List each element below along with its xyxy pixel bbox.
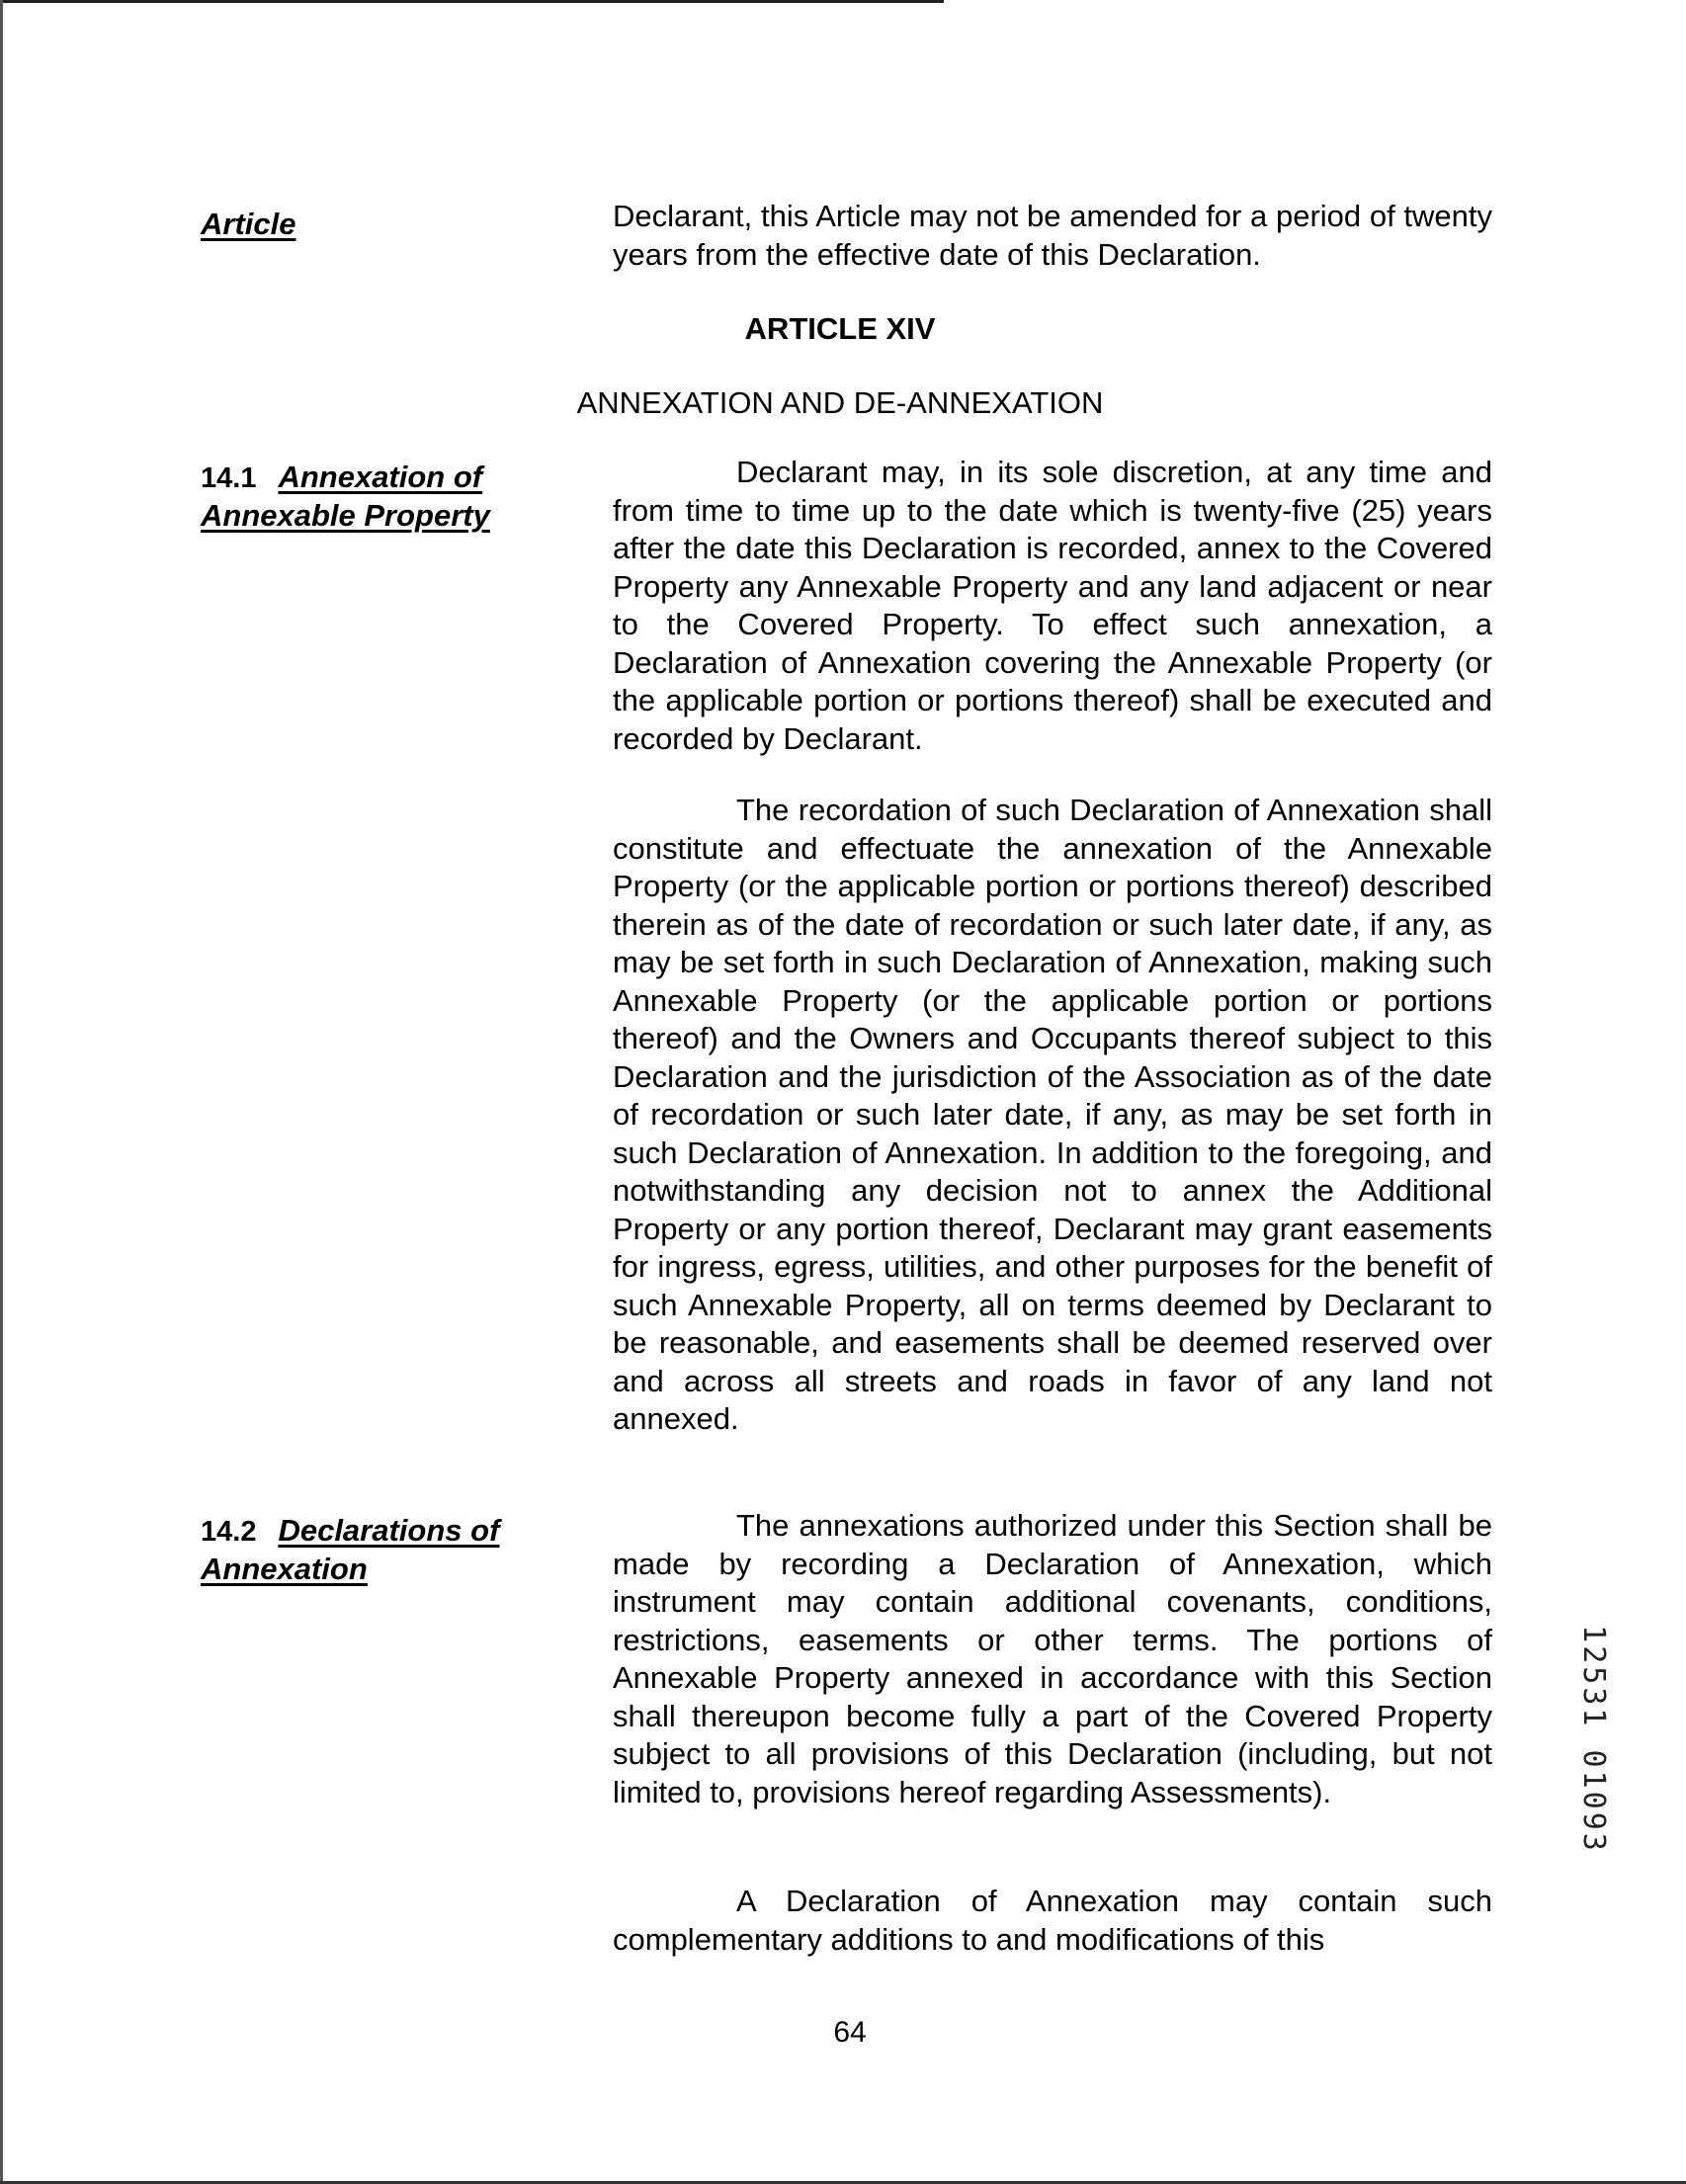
section-14-2-paragraph-2: A Declaration of Annexation may contain such complementary additions to and modifications of this xyxy=(613,1884,1492,1957)
section-14-2-title-line2: Annexation xyxy=(201,1552,368,1586)
section-14-1-title-line1: Annexation of xyxy=(278,460,483,494)
section-14-1-heading xyxy=(201,459,490,535)
article-subtitle: ANNEXATION AND DE-ANNEXATION xyxy=(576,385,1104,420)
section-14-1-number: 14.1 xyxy=(201,462,257,494)
document-stamp: 12531 01093 xyxy=(1576,1625,1611,1854)
section-14-2-number: 14.2 xyxy=(201,1516,257,1548)
section-14-2-paragraph-1: The annexations authorized under this Section shall be made by recording a Declaration of Annexation, which instrument may contain additional covenants, conditions, restrictions, easements or other terms. The portions of Annexable Property annexed in accordance with this Section shall thereupon become fully a part of the Covered Property subject to all provisions of this Declaration (including, but not limited to, provisions hereof regarding Assessments). xyxy=(613,1508,1492,1809)
section-14-1-paragraph-1: Declarant may, in its sole discretion, at any time and from time to time up to the date which is twenty-five (25) years after the date this Declaration is recorded, annex to the Covered Property any Annexable Property and any land adjacent or near to the Covered Property. To effect such annexation, a Declaration of Annexation covering the Annexable Property (or the applicable portion or portions thereof) shall be executed and recorded by Declarant. xyxy=(613,455,1492,756)
section-14-1-title-line2: Annexable Property xyxy=(201,498,490,533)
section-14-1-paragraph-2: The recordation of such Declaration of Annexation shall constitute and effectuate the annexation of the Annexable Property (or the applicable portion or portions thereof) described therein as of the date of recordation or such later date, if any, as may be set forth in such Declaration of Annexation, making such Annexable Property (or the applicable portion or portions thereof) and the Owners and Occupants thereof subject to this Declaration and the jurisdiction of the Association as of the date of recordation or such later date, if any, as may be set forth in such Declaration of Annexation. In addition to the foregoing, and notwithstanding any decision not to annex the Additional Property or any portion thereof, Declarant may grant easements for ingress, egress, utilities, and other purposes for the benefit of such Annexable Property, all on terms deemed by Declarant to be reasonable, and easements shall be deemed reserved over and across all streets and roads in favor of any land not annexed. xyxy=(613,793,1492,1436)
article-title: ARTICLE XIV xyxy=(744,311,936,346)
top-heading-text: Article xyxy=(201,207,296,241)
top-heading xyxy=(201,206,295,243)
section-14-2-heading xyxy=(201,1512,499,1588)
scan-border-top xyxy=(0,0,944,3)
page-number: 64 xyxy=(833,2016,867,2049)
top-paragraph: Declarant, this Article may not be amended for a period of twenty years from the effective date of this Declaration. xyxy=(613,199,1492,272)
scan-border-left xyxy=(0,0,3,2184)
section-14-2-title-line1: Declarations of xyxy=(278,1513,500,1548)
